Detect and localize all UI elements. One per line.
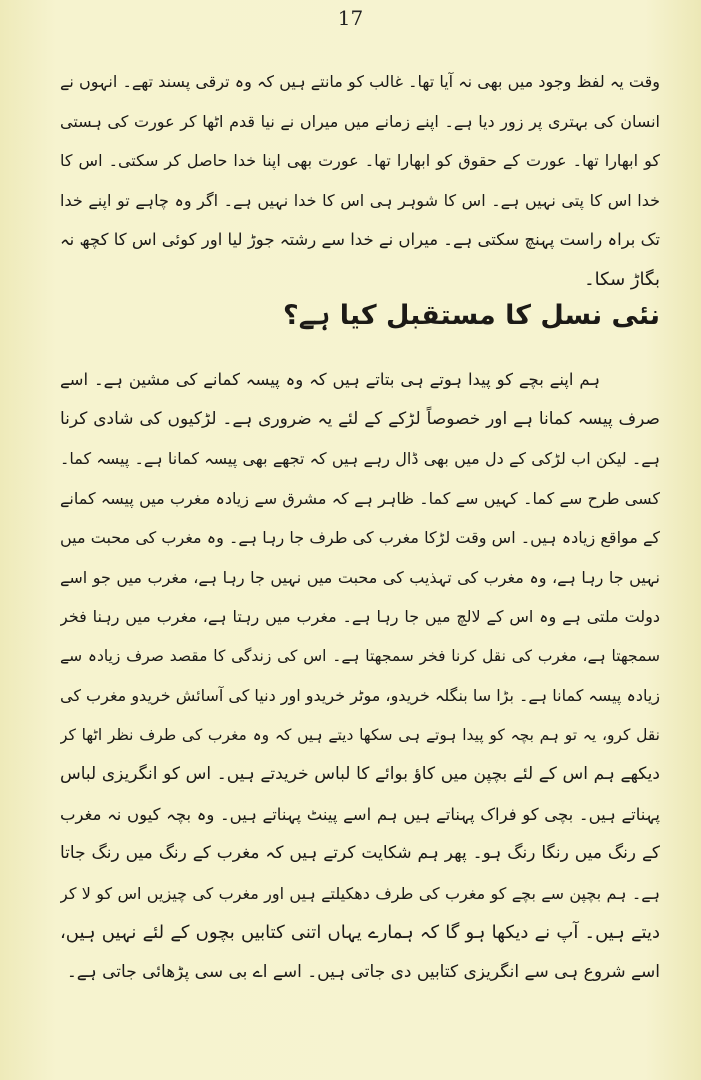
paragraph-2	[60, 360, 660, 992]
text-line: تک براہ راست پہنچ سکتی ہے۔ میراں نے خدا سے رشتہ جوڑ لیا اور کوئی اس کا کچھ نہ	[60, 230, 660, 249]
text-line: ہے۔ ہم بچپن سے بچے کو مغرب کی طرف دھکیلتے ہیں اور مغرب کی چیزیں اس کو لا کر	[60, 883, 660, 903]
text-line: دیکھے ہم اس کے لئے بچپن میں کاؤ بوائے کا لباس خریدتے ہیں۔ اس کو انگریزی لباس	[60, 764, 660, 784]
text-line: پہناتے ہیں۔ بچی کو فراک پہناتے ہیں ہم اسے پینٹ پہناتے ہیں۔ وہ بچہ کیوں نہ مغرب	[60, 804, 660, 824]
text-line: دیتے ہیں۔ آپ نے دیکھا ہو گا کہ ہمارے یہاں اتنی کتابیں بچوں کے لئے نہیں ہیں،	[60, 922, 660, 943]
text-line: انسان کی بہتری پر زور دیا ہے۔ اپنے زمانے میں میراں نے نیا قدم اٹھا کر عورت کی ہستی	[60, 111, 660, 131]
text-line: ہم اپنے بچے کو پیدا ہوتے ہی بتاتے ہیں کہ وہ پیسہ کمانے کی مشین ہے۔ اسے	[60, 370, 600, 389]
text-line: ہے۔ لیکن اب لڑکی کے دل میں بھی ڈال رہے ہیں کہ تجھے بھی پیسہ کمانا ہے۔ پیسہ کما۔	[60, 449, 660, 468]
text-line: کسی طرح سے کما۔ کہیں سے کما۔ ظاہر ہے کہ مشرق سے زیادہ مغرب میں پیسہ کمانے	[60, 488, 660, 508]
page-number: 17	[337, 6, 364, 30]
text-line: نقل کرو، یہ تو ہم بچہ کو پیدا ہوتے ہی سکھا دیتے ہیں کہ وہ مغرب کی طرف نظر اٹھا کر	[60, 725, 660, 744]
text-line: نہیں جا رہا ہے، وہ مغرب کی تہذیب کی محبت میں نہیں جا رہا ہے، مغرب میں جو اسے	[60, 567, 660, 587]
text-line: بگاڑ سکا۔	[584, 268, 660, 290]
paragraph-1	[60, 62, 660, 299]
section-heading: نئی نسل کا مستقبل کیا ہے؟	[283, 300, 660, 331]
text-line: خدا اس کا پتی نہیں ہے۔ اس کا شوہر ہی اس کا خدا نہیں ہے۔ اگر وہ چاہے تو اپنے خدا	[60, 190, 660, 210]
text-line: وقت یہ لفظ وجود میں بھی نہ آیا تھا۔ غالب کو مانتے ہیں کہ وہ ترقی پسند تھے۔ انہوں نے	[60, 72, 660, 91]
text-line: کو ابھارا تھا۔ عورت کے حقوق کو ابھارا تھا۔ عورت بھی اپنا خدا حاصل کر سکتی۔ اس کا	[60, 151, 660, 170]
text-line: کے رنگ میں رنگا رنگ ہو۔ پھر ہم شکایت کرتے ہیں کہ مغرب کے رنگ میں رنگ جاتا	[60, 843, 660, 863]
text-line: کے مواقع زیادہ ہیں۔ اس وقت لڑکا مغرب کی طرف جا رہا ہے۔ وہ مغرب کی محبت میں	[60, 528, 660, 547]
text-line: زیادہ پیسہ کمانا ہے۔ بڑا سا بنگلہ خریدو، موٹر خریدو اور دنیا کی آسائش خریدو مغرب کی	[60, 686, 660, 705]
text-line: دولت ملتی ہے وہ اس کے لالچ میں جا رہا ہے۔ مغرب میں رہتا ہے، مغرب میں رہنا فخر	[60, 607, 660, 626]
text-line: صرف پیسہ کمانا ہے اور خصوصاً لڑکے کے لئے یہ ضروری ہے۔ لڑکیوں کی شادی کرنا	[60, 408, 660, 429]
text-line: سمجھتا ہے، مغرب کی نقل کرنا فخر سمجھتا ہے۔ اس کی زندگی کا مقصد صرف زیادہ سے	[60, 646, 660, 665]
text-line: اسے شروع ہی سے انگریزی کتابیں دی جاتی ہیں۔ اسے اے بی سی پڑھائی جاتی ہے۔	[66, 961, 660, 982]
